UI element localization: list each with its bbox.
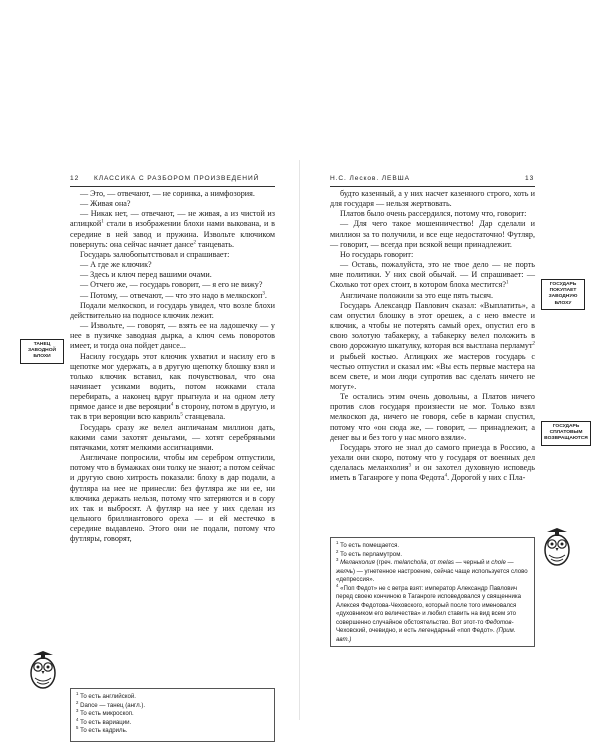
left-paragraph: — Здесь и ключ перед вашими очами. bbox=[80, 270, 212, 280]
right-paragraph: Англичане положили за это еще пять тысяч. bbox=[340, 290, 494, 300]
right-footnote: $^4$ «Поп Федот» не с ветра взят: император Александр Павлович перед своею кончиною в Таганроге исповедовался у священника Алексея Федотова-Чеховского, который после того именовался «духовником его величества» и любил ставить на вид всем это совершенно случайное обстоятельство. Вот этот-то Федотов-Чеховский, очевидно, и есть легендарный «поп Федот». (Прим. авт.) bbox=[336, 582, 522, 643]
right-running-head: Н.С. Лесков. ЛЕВША bbox=[330, 175, 410, 182]
left-paragraph: — Извольте, — говорят, — взять ее на ладошечку — у нее в пузичке заводная дырка, а ключ семь поворотов имеет, и тогда она пойдет дансе... bbox=[70, 321, 275, 351]
left-body-text bbox=[70, 189, 275, 544]
left-paragraph: — А где же ключик? bbox=[80, 260, 152, 270]
right-margin-tag-2-line: ГОСУДАРЬ bbox=[552, 424, 580, 429]
left-header-rule bbox=[70, 186, 275, 187]
left-footnotes bbox=[70, 688, 275, 742]
left-footnote: $^5$ То есть кадриль. bbox=[76, 724, 128, 734]
left-margin-tag bbox=[20, 339, 64, 364]
left-paragraph: Государь залюбопытствовал и спрашивает: bbox=[80, 249, 230, 259]
right-margin-tag-1-line: ЗАВОДНУЮ bbox=[548, 294, 578, 300]
right-paragraph: Но государь говорит: bbox=[340, 249, 414, 259]
left-footnote: $^3$ То есть микроскоп. bbox=[76, 707, 134, 717]
left-footnote: $^2$ Dance — танец (англ.). bbox=[76, 699, 146, 709]
owl-icon bbox=[542, 527, 572, 567]
left-paragraph: — Это, — отвечают, — не соринка, а нимфозория. bbox=[80, 189, 255, 198]
right-body-text bbox=[330, 189, 535, 484]
right-margin-tag-1-line: ПОКУПАЕТ bbox=[549, 288, 577, 294]
right-margin-tag-1 bbox=[541, 279, 585, 310]
right-page bbox=[300, 0, 600, 750]
right-margin-tag-1-line: ГОСУДАРЬ bbox=[549, 282, 577, 287]
right-margin-tag-2 bbox=[541, 421, 591, 446]
right-paragraph: Государь Александр Павлович сказал: «Выплатить», а сам опустил блошку в этот орешек, а с нею вместе и ключик, а чтобы не потерять самый орех, опустил его в свою золотую табакерку, а табакерку велел положить в свою дорожную шкатулку, которая вся выстлана перламут$^2$ и рыбьей костью. Аглицких же мастеров государь с честью отпустил и сказал им: «Вы есть первые мастера на всем свете, и мои люди супротив вас сделать ничего не могут». bbox=[330, 300, 535, 391]
right-header-rule bbox=[330, 186, 535, 187]
left-paragraph: — Потому, — отвечают, — что это надо в мелкоскоп$^3$. bbox=[80, 290, 267, 300]
right-footnote: $^2$ То есть перламутром. bbox=[336, 548, 403, 558]
right-page-number: 13 bbox=[525, 175, 535, 182]
left-paragraph: Насилу государь этот ключик ухватил и насилу его в щепотке мог удержать, а в другую щепотку блошку взял и только ключик вставил, как почувствовал, что она начинает усиками водить, потом ножками стала перебирать, а наконец вдруг прыгнула и на одном лету прямое дансе и две верояции$^4$ в сторону, потом в другую, и так в три верояции всю кавриль$^5$ станцевала. bbox=[70, 351, 275, 422]
right-margin-tag-2-line: ВОЗВРАЩАЮТСЯ bbox=[544, 436, 588, 442]
right-paragraph: Те остались этим очень довольны, а Платов ничего против слов государя произнести не мог. Только взял мелкоскоп да, ничего не говоря, себе в карман спустил, потому что «он сюда же, — говорит, — принадлежит, а денег вы и без того у нас много взяли». bbox=[330, 392, 535, 442]
right-margin-tag-1-line: БЛОХУ bbox=[554, 300, 572, 306]
left-footnote: $^1$ То есть английской. bbox=[76, 690, 136, 700]
left-margin-tag-line: ТАНЕЦ bbox=[33, 342, 51, 347]
left-paragraph: Подали мелкоскоп, и государь увидел, что возле блохи действительно на подносе ключик лежит. bbox=[70, 300, 275, 320]
left-paragraph: Англичане попросили, чтобы им серебром отпустили, потому что в бумажках они толку не знают; а потом сейчас и другую свою хитрость показали: блоху в дар подали, а футляра на нее не принесли: без футляра же ни ее, ни ключика держать нельзя, потому что затеряются и в сору их так и выбросят. А футляр на нее у них сделан из цельного бриллиантового ореха — и ей местечко в середине выдавлено. Этого они не подали, потому что футляры, говорят, bbox=[70, 453, 275, 544]
right-paragraph: — Для чего такое мошенничество! Дар сделали и миллион за то получили, и все еще недостаточно! Футляр, — говорит, — всегда при всякой вещи принадлежит. bbox=[330, 219, 535, 249]
right-footnote: $^3$ Меланхолия (греч. melancholia, от melas — черный и chole — желчь) — угнетенное настроение, сейчас чаще используется слово «депрессия». bbox=[336, 556, 528, 583]
owl-icon bbox=[28, 650, 58, 690]
left-running-head: КЛАССИКА С РАЗБОРОМ ПРОИЗВЕДЕНИЙ bbox=[94, 175, 260, 182]
left-paragraph: — Живая она? bbox=[80, 199, 131, 209]
left-paragraph: Государь сразу же велел англичанам миллион дать, какими сами захотят деньгами, — хотят серебряными пятачками, хотят мелкими ассигнациями. bbox=[70, 422, 275, 452]
right-paragraph: будто казенный, а у них насчет казенного строго, хоть и для государя — нельзя жертвовать. bbox=[330, 189, 535, 209]
left-footnote: $^4$ То есть вариации. bbox=[76, 716, 132, 726]
right-footnote: $^1$ То есть помещается. bbox=[336, 539, 400, 549]
right-paragraph: — Оставь, пожалуйста, это не твое дело — не порть мне политики. У них свой обычай. — И спрашивает: — Сколько тот орех стоит, в котором блоха местится?$^1$ bbox=[330, 260, 535, 290]
left-margin-tag-line: БЛОХИ bbox=[33, 354, 51, 360]
right-paragraph: Государь этого не знал до самого приезда в Россию, а уехали они скоро, потому что у государя от военных дел сделалась меланхолия$^3$ и он захотел духовную исповедь иметь в Таганроге у попа Федота$^4$. Дорогой у них с Пла- bbox=[330, 442, 535, 483]
left-paragraph: — Никак нет, — отвечают, — не живая, а из чистой из аглицкой$^1$ стали в изображении блохи нами выкована, и в середине в ней завод и пружина. Извольте ключиком повернуть: она сейчас начнет дансе$^2$ танцевать. bbox=[70, 209, 275, 249]
right-paragraph: Платов было очень рассердился, потому что, говорит: bbox=[340, 209, 527, 219]
left-page-number: 12 bbox=[70, 175, 80, 182]
right-margin-tag-2-line: СПЛАТОВЫМ bbox=[549, 430, 583, 436]
left-paragraph: — Отчего же, — государь говорит, — я его не вижу? bbox=[80, 280, 263, 290]
right-footnotes bbox=[330, 537, 535, 647]
left-margin-tag-line: ЗАВОДНОЙ bbox=[27, 348, 57, 354]
